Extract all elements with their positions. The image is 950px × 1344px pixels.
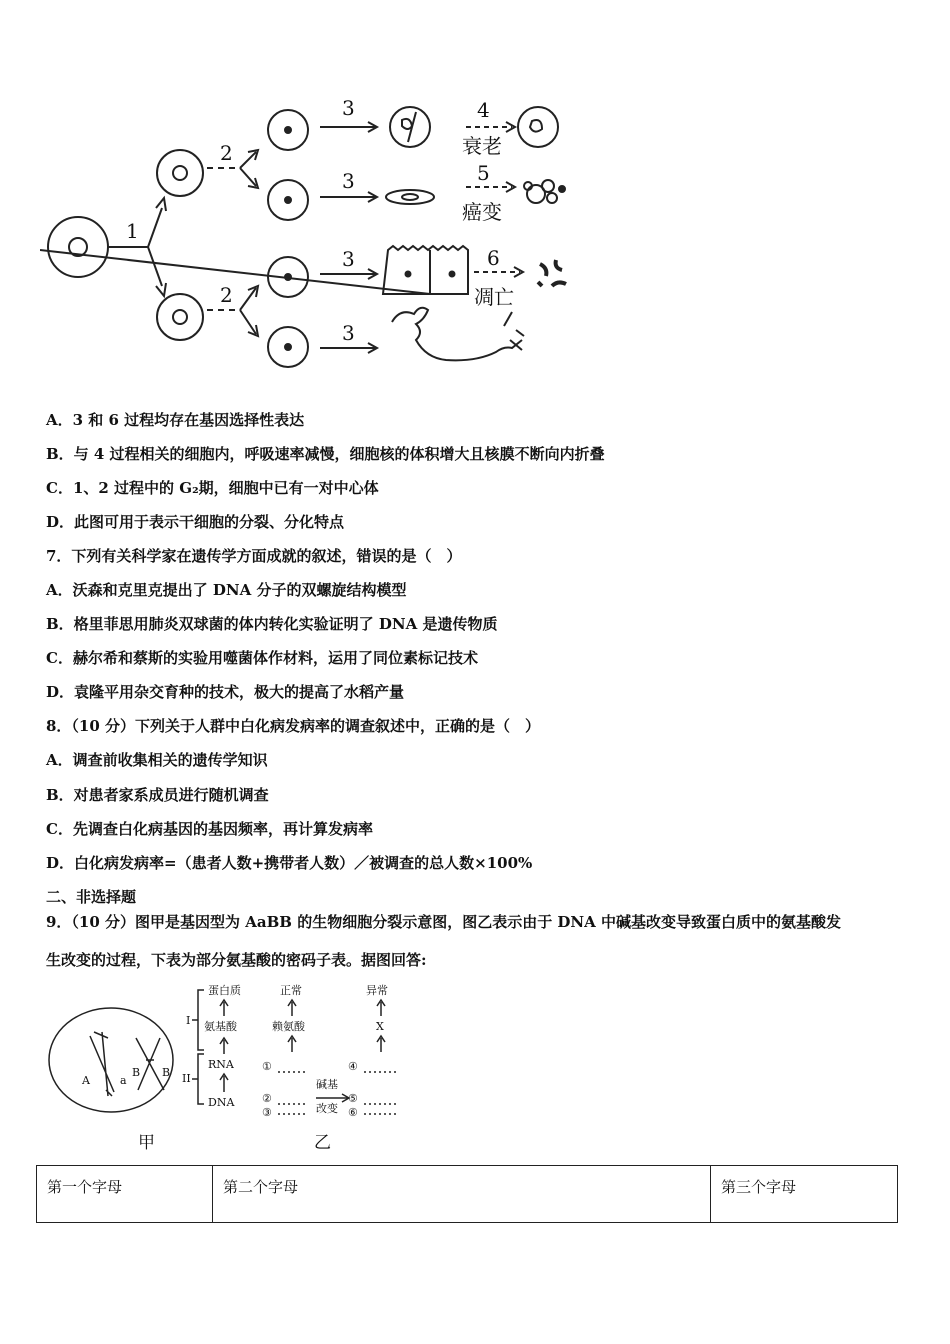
table-header-second-letter: 第二个字母: [213, 1166, 711, 1223]
q7-option-c: C．赫尔希和蔡斯的实验用噬菌体作材料，运用了同位素标记技术: [46, 649, 478, 667]
label-step-2-lower: 2: [220, 283, 233, 307]
marker-4: ④: [348, 1060, 358, 1073]
label-step-3-c: 3: [342, 247, 355, 271]
allele-A: A: [82, 1074, 90, 1087]
codon-table: [36, 1165, 898, 1223]
label-rna: RNA: [208, 1058, 234, 1071]
marker-1: ①: [262, 1060, 272, 1073]
allele-B-2: B: [162, 1066, 171, 1079]
label-aging: 衰老: [462, 134, 502, 158]
q8-option-d: D．白化病发病率=（患者人数+携带者人数）／被调查的总人数×100%: [46, 854, 533, 872]
label-amino-acid: 氨基酸: [204, 1020, 237, 1033]
cell-jia: [49, 1008, 173, 1112]
q8-option-a: A．调查前收集相关的遗传学知识: [46, 751, 268, 769]
marker-3: ③: [262, 1106, 272, 1119]
label-step-5: 5: [477, 161, 490, 185]
roman-I: I: [186, 1014, 191, 1027]
figure-jia-yi: [46, 980, 416, 1155]
table-row: [37, 1166, 898, 1223]
cell-fate-diagram: [40, 90, 580, 390]
label-jia: 甲: [138, 1133, 155, 1153]
stem-cell: [48, 217, 108, 277]
allele-B-1: B: [132, 1066, 141, 1079]
label-normal: 正常: [280, 984, 302, 997]
label-yi: 乙: [314, 1133, 331, 1153]
label-protein: 蛋白质: [208, 984, 241, 997]
q8-option-c: C．先调查白化病基因的基因频率，再计算发病率: [46, 820, 373, 838]
allele-a: a: [120, 1074, 127, 1087]
q6-option-b: B．与 4 过程相关的细胞内，呼吸速率减慢，细胞核的体积增大且核膜不断向内折叠: [46, 445, 605, 463]
daughter-cell-lower: [157, 294, 203, 340]
label-abnormal: 异常: [366, 984, 388, 997]
label-step-2-upper: 2: [220, 141, 233, 165]
label-step-1: 1: [126, 219, 139, 243]
label-step-3-b: 3: [342, 169, 355, 193]
q7-option-b: B．格里菲思用肺炎双球菌的体内转化实验证明了 DNA 是遗传物质: [46, 615, 498, 633]
q6-option-a: A．3 和 6 过程均存在基因选择性表达: [46, 411, 305, 429]
label-apoptosis: 凋亡: [474, 285, 514, 309]
q7-option-d: D．袁隆平用杂交育种的技术，极大的提高了水稻产量: [46, 683, 405, 701]
roman-II: II: [182, 1072, 191, 1085]
q9-line-1: 9．（10 分）图甲是基因型为 AaBB 的生物细胞分裂示意图，图乙表示由于 DNA 中碱基改变导致蛋白质中的氨基酸发: [46, 913, 841, 931]
q8-stem: 8．（10 分）下列关于人群中白化病发病率的调查叙述中，正确的是（ ）: [46, 717, 541, 735]
marker-2: ②: [262, 1092, 272, 1105]
label-dna: DNA: [208, 1096, 235, 1109]
q8-option-b: B．对患者家系成员进行随机调查: [46, 786, 269, 804]
q6-option-c: C．1、2 过程中的 G₂期，细胞中已有一对中心体: [46, 479, 379, 497]
label-cancer: 癌变: [462, 200, 502, 224]
section-heading: 二、非选择题: [46, 888, 137, 906]
label-step-4: 4: [477, 98, 490, 122]
q9-line-2: 生改变的过程，下表为部分氨基酸的密码子表。据图回答:: [46, 951, 427, 969]
table-header-third-letter: 第三个字母: [711, 1166, 898, 1223]
label-lysine: 赖氨酸: [272, 1020, 305, 1033]
q6-option-d: D．此图可用于表示干细胞的分裂、分化特点: [46, 513, 345, 531]
label-step-3-a: 3: [342, 96, 355, 120]
label-step-3-d: 3: [342, 321, 355, 345]
table-header-first-letter: 第一个字母: [37, 1166, 213, 1223]
daughter-cell-upper: [157, 150, 203, 196]
marker-5: ⑤: [348, 1092, 358, 1105]
q7-stem: 7．下列有关科学家在遗传学方面成就的叙述，错误的是（ ）: [46, 547, 462, 565]
marker-6: ⑥: [348, 1106, 358, 1119]
q7-option-a: A．沃森和克里克提出了 DNA 分子的双螺旋结构模型: [46, 581, 407, 599]
label-base-change-2: 改变: [316, 1102, 338, 1115]
label-x: X: [376, 1020, 384, 1033]
label-base-change-1: 碱基: [316, 1078, 338, 1091]
label-step-6: 6: [487, 246, 500, 270]
